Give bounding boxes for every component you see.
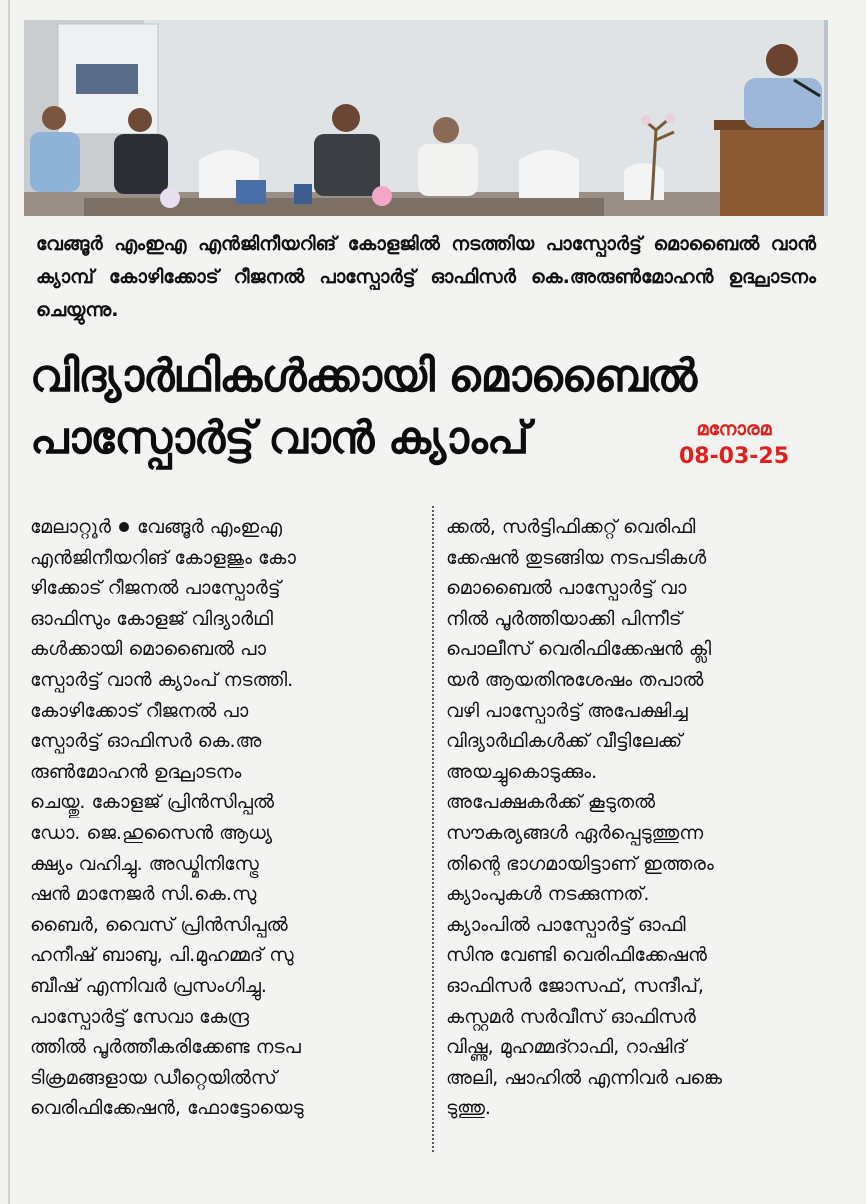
- article-line: ബീഷ് എന്നിവർ പ്രസംഗിച്ചു.: [30, 974, 267, 997]
- article-line: ബൈർ, വൈസ് പ്രിൻസിപ്പൽ: [30, 913, 288, 936]
- article-column-left: [30, 512, 422, 1124]
- article-line: ഷൻ മാനേജർ സി.കെ.സു: [30, 883, 257, 906]
- article-line: വിദ്യാർഥികൾക്ക് വീട്ടിലേക്ക്: [446, 730, 683, 753]
- article-line: സ്പോർട്ട് വാൻ ക്യാംപ് നടത്തി.: [30, 668, 294, 691]
- article-line: ക്യാംപിൽ പാസ്പോർട്ട് ഓഫി: [446, 913, 686, 936]
- article-line: കൾക്കായി മൊബൈൽ പാ: [30, 638, 267, 661]
- article-line: [30, 512, 422, 543]
- article-line: ടുത്തു.: [446, 1097, 491, 1120]
- article-line: ക്ഷ്യം വഹിച്ചു. അഡ്മിനിസ്ട്രേ: [30, 852, 259, 875]
- publication-date: 08-03-25: [678, 444, 790, 469]
- publication-name: മനോരമ: [696, 418, 772, 440]
- page-edge-rule: [8, 0, 10, 1204]
- article-column-right: [446, 512, 826, 1124]
- article-line: മൊബൈൽ പാസ്പോർട്ട് വാ: [446, 577, 687, 600]
- article-line: ഓഫിസും കോളജ് വിദ്യാർഥി: [30, 607, 273, 630]
- article-line: ത്തിൽ പൂർത്തീകരിക്കേണ്ട നടപ: [30, 1036, 301, 1059]
- dateline: മേലാറ്റൂർ: [30, 516, 111, 538]
- article-line: രുൺമോഹൻ ഉദ്ഘാടനം: [30, 760, 242, 783]
- article-line: കസ്റ്റമർ സർവീസ് ഓഫിസർ: [446, 1005, 696, 1028]
- headline-line-1: വിദ്യാർഥികൾക്കായി മൊബൈൽ: [30, 349, 697, 402]
- article-line: അയച്ചുകൊടുക്കും.: [446, 760, 598, 783]
- article-line: സിനു വേണ്ടി വെരിഫിക്കേഷൻ: [446, 944, 707, 967]
- column-divider: [432, 506, 434, 1152]
- article-line: നിൽ പൂർത്തിയാക്കി പിന്നീട്: [446, 607, 682, 630]
- article-line: സ്പോർട്ട് ഓഫിസർ കെ.അ: [30, 730, 262, 753]
- article-line: അപേക്ഷകർക്ക് കൂടുതൽ: [446, 791, 656, 814]
- event-photo-illustration: [24, 20, 828, 216]
- article-line: എൻജിനീയറിങ് കോളജും കോ: [30, 546, 296, 569]
- article-line: തിന്റെ ഭാഗമായിട്ടാണ് ഇത്തരം: [446, 852, 714, 875]
- article-line: സൗകര്യങ്ങൾ ഏർപ്പെടുത്തുന്ന: [446, 821, 704, 844]
- article-line: ക്യാംപുകൾ നടക്കുന്നത്.: [446, 883, 650, 906]
- article-line: യർ ആയതിനുശേഷം തപാൽ: [446, 668, 704, 691]
- article-line: ക്കൽ, സർട്ടിഫിക്കറ്റ് വെരിഫി: [446, 516, 696, 538]
- photo-caption: വേങ്ങൂർ എംഇഎ എൻജിനീയറിങ് കോളജിൽ നടത്തിയ പാസ്പോർട്ട് മൊബൈൽ വാൻ ക്യാമ്പ് കോഴിക്കോട് റീജനൽ പാസ്പോർട്ട് ഓഫിസർ കെ.അരുൺമോഹൻ ഉദ്ഘാടനം ചെയ്യുന്നു.: [36, 233, 816, 321]
- article-line: വെരിഫിക്കേഷൻ, ഫോട്ടോയെടു: [30, 1097, 304, 1120]
- article-line: ചെയ്തു. കോളജ് പ്രിൻസിപ്പൽ: [30, 791, 274, 814]
- article-line-rest: വേങ്ങൂർ എംഇഎ: [136, 516, 282, 538]
- article-line: ഹനീഷ് ബാബു, പി.മുഹമ്മദ് സു: [30, 944, 294, 967]
- article-line: പൊലീസ് വെരിഫിക്കേഷൻ ക്ലി: [446, 638, 712, 661]
- article-line: ടിക്രമങ്ങളായ ഡീറ്റെയിൽസ്: [30, 1066, 277, 1089]
- source-tag: [664, 416, 804, 472]
- article-line: ഓഫിസർ ജോസഫ്, സന്ദീപ്,: [446, 974, 704, 997]
- article-line: അലി, ഷാഹിൽ എന്നിവർ പങ്കെ: [446, 1066, 723, 1089]
- headline-line-2: പാസ്പോർട്ട് വാൻ ക്യാംപ്: [30, 411, 529, 464]
- article-line: വഴി പാസ്പോർട്ട് അപേക്ഷിച്ച: [446, 699, 688, 722]
- article-line: ഡോ. ജെ.ഹുസൈൻ ആധ്യ: [30, 821, 273, 844]
- article-line: കോഴിക്കോട് റീജനൽ പാ: [30, 699, 249, 722]
- article-line: ക്കേഷൻ തുടങ്ങിയ നടപടികൾ: [446, 546, 707, 569]
- article-line: പാസ്പോർട്ട് സേവാ കേന്ദ്ര: [30, 1005, 249, 1028]
- article-line: വിഷ്ണു, മുഹമ്മദ്റാഫി, റാഷിദ്: [446, 1036, 686, 1059]
- bullet-icon: [119, 522, 129, 532]
- article-line: ഴിക്കോട് റീജനൽ പാസ്പോർട്ട്: [30, 577, 281, 600]
- news-photo: [24, 20, 828, 216]
